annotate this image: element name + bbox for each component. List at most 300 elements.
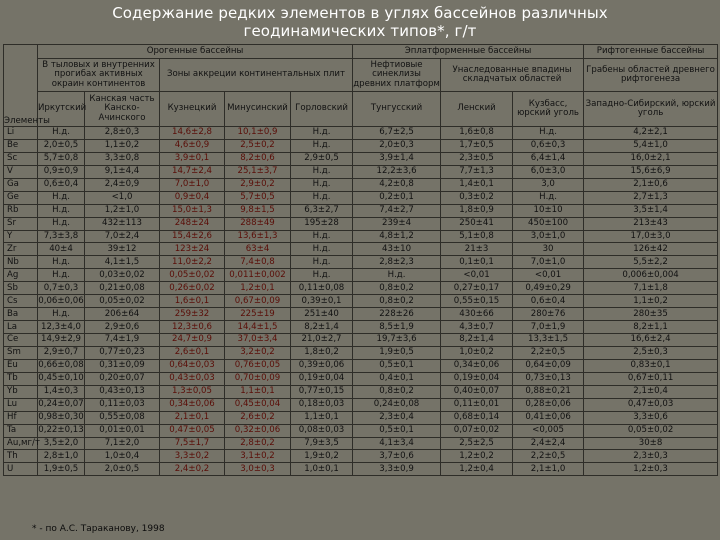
- element-symbol: Eu: [4, 359, 38, 372]
- table-cell: 2,8±1,0: [38, 450, 85, 463]
- column-irkutsk: Иркутский: [38, 92, 85, 127]
- table-cell: 0,07±0,02: [441, 424, 513, 437]
- table-cell: 5,7±0,8: [38, 152, 85, 165]
- table-cell: 126±42: [584, 243, 718, 256]
- table-cell: 30: [513, 243, 584, 256]
- table-cell: 248±24: [160, 217, 225, 230]
- table-cell: 7,0±1,0: [160, 178, 225, 191]
- table-cell: 0,19±0,04: [291, 372, 353, 385]
- table-cell: 3,3±0,8: [85, 152, 160, 165]
- table-cell: 3,3±0,9: [353, 463, 441, 476]
- table-cell: 0,08±0,03: [291, 424, 353, 437]
- table-cell: 4,1±3,4: [353, 437, 441, 450]
- table-cell: 0,67±0,11: [584, 372, 718, 385]
- table-cell: 0,6±0,3: [513, 139, 584, 152]
- table-cell: 0,45±0,04: [225, 398, 291, 411]
- table-cell: 259±32: [160, 308, 225, 321]
- table-cell: 0,006±0,004: [584, 269, 718, 282]
- table-row: [4, 411, 718, 424]
- element-symbol: Sc: [4, 152, 38, 165]
- table-cell: 0,40±0,07: [441, 385, 513, 398]
- table-cell: 0,24±0,07: [38, 399, 84, 410]
- element-symbol: Ge: [4, 191, 38, 204]
- rare-elements-table-container: [3, 44, 717, 476]
- element-symbol: Nb: [4, 256, 38, 269]
- table-cell: 13,3±1,5: [513, 334, 584, 347]
- table-cell: 1,2±0,3: [584, 463, 718, 476]
- table-cell: 0,8±0,2: [353, 282, 441, 295]
- title-line-2: геодинамических типов*, г/т: [243, 22, 477, 40]
- table-cell: 11,0±2,2: [160, 256, 225, 269]
- table-cell: 8,2±1,4: [291, 321, 353, 334]
- table-cell: 1,1±0,2: [85, 139, 160, 152]
- table-cell: 0,76±0,05: [225, 359, 291, 372]
- table-cell: 1,4±0,3: [38, 385, 85, 398]
- table-cell: 280±35: [584, 308, 718, 321]
- element-symbol: Tb: [4, 372, 38, 385]
- table-cell: 0,73±0,13: [513, 372, 584, 385]
- table-cell: 0,64±0,09: [513, 359, 584, 372]
- table-cell: 0,45±0,10: [38, 373, 84, 384]
- table-cell: 1,3±0,05: [160, 385, 225, 398]
- table-cell: 0,77±0,23: [85, 346, 160, 359]
- table-cell: 1,0±0,1: [291, 463, 353, 476]
- table-cell: 0,98±0,30: [38, 412, 84, 423]
- table-cell: 7,3±3,8: [38, 230, 85, 243]
- table-row: [4, 127, 718, 140]
- table-cell: 17,0±3,0: [584, 230, 718, 243]
- table-cell: 2,0±0,5: [85, 463, 160, 476]
- table-cell: 7,0±1,0: [513, 256, 584, 269]
- table-cell: Н.д.: [38, 217, 85, 230]
- subgroup-oil-synclises: Нефтиовые синеклизы древних платформ: [353, 59, 441, 92]
- table-cell: 9,1±4,4: [85, 165, 160, 178]
- table-cell: 195±28: [291, 217, 353, 230]
- table-row: [4, 178, 718, 191]
- table-cell: 2,1±1,0: [513, 463, 584, 476]
- table-cell: Н.д.: [291, 139, 353, 152]
- table-cell: 1,2±0,4: [441, 463, 513, 476]
- table-cell: 2,9±0,5: [291, 152, 353, 165]
- table-cell: 0,26±0,02: [160, 282, 225, 295]
- table-cell: 0,28±0,06: [513, 398, 584, 411]
- table-cell: 0,9±0,9: [38, 165, 85, 178]
- table-cell: 0,31±0,09: [85, 359, 160, 372]
- table-cell: 14,6±2,8: [160, 127, 225, 140]
- table-row: [4, 334, 718, 347]
- table-cell: 3,0±0,3: [225, 463, 291, 476]
- table-cell: 4,1±1,5: [85, 256, 160, 269]
- subgroup-inherited-depressions: Унаследованные впадины складчатых областей: [441, 59, 584, 92]
- table-cell: 8,2±1,1: [584, 321, 718, 334]
- element-symbol: Ga: [4, 178, 38, 191]
- page-title: [0, 4, 720, 40]
- table-cell: 4,8±1,2: [353, 230, 441, 243]
- table-cell: 2,8±0,3: [85, 127, 160, 140]
- element-symbol: U: [4, 463, 38, 476]
- table-row: [4, 204, 718, 217]
- table-cell: 8,5±1,9: [353, 321, 441, 334]
- table-cell: 7,5±1,7: [160, 437, 225, 450]
- table-cell: 0,43±0,03: [160, 372, 225, 385]
- table-cell: 1,0±0,2: [441, 346, 513, 359]
- element-symbol: Sb: [4, 282, 38, 295]
- table-cell: Н.д.: [513, 127, 584, 140]
- table-cell: 0,83±0,1: [584, 359, 718, 372]
- table-cell: 16,0±2,1: [584, 152, 718, 165]
- table-cell: Н.д.: [291, 127, 353, 140]
- table-cell: 2,4±2,4: [513, 437, 584, 450]
- element-symbol: Rb: [4, 204, 38, 217]
- table-cell: 0,03±0,02: [85, 269, 160, 282]
- table-cell: 2,1±0,4: [584, 385, 718, 398]
- table-cell: 3,0±1,0: [513, 230, 584, 243]
- table-cell: 15,4±2,6: [160, 230, 225, 243]
- table-cell: 2,5±2,5: [441, 437, 513, 450]
- table-cell: 2,4±0,9: [85, 178, 160, 191]
- table-cell: 2,1±0,6: [584, 178, 718, 191]
- table-cell: 0,47±0,03: [584, 398, 718, 411]
- table-cell: 15,6±6,9: [584, 165, 718, 178]
- table-cell: 432±113: [85, 217, 160, 230]
- table-cell: 37,0±3,4: [225, 334, 291, 347]
- table-cell: 1,6±0,1: [160, 295, 225, 308]
- table-cell: 450±100: [513, 217, 584, 230]
- table-cell: 2,8±0,2: [225, 437, 291, 450]
- table-row: [4, 191, 718, 204]
- table-cell: 2,3±0,5: [441, 152, 513, 165]
- table-cell: 0,88±0,21: [513, 385, 584, 398]
- table-cell: 2,9±0,2: [225, 178, 291, 191]
- table-cell: 1,2±0,2: [441, 450, 513, 463]
- table-cell: 1,2±0,1: [225, 282, 291, 295]
- column-kuzbass-jurassic: Кузбасс, юрский уголь: [513, 92, 584, 127]
- table-cell: 0,19±0,04: [441, 372, 513, 385]
- table-row: [4, 437, 718, 450]
- table-body: [4, 127, 718, 476]
- table-cell: 6,0±3,0: [513, 165, 584, 178]
- table-cell: Н.д.: [38, 191, 85, 204]
- table-cell: 3,7±0,6: [353, 450, 441, 463]
- table-cell: 1,4±0,1: [441, 178, 513, 191]
- table-cell: 0,47±0,05: [160, 424, 225, 437]
- element-symbol: Ag: [4, 269, 38, 282]
- table-cell: 5,4±1,0: [584, 139, 718, 152]
- table-cell: <0,01: [441, 269, 513, 282]
- subgroup-grabens: Грабены областей древнего рифтогенеза: [584, 59, 718, 92]
- table-cell: Н.д.: [291, 178, 353, 191]
- table-cell: 5,1±0,8: [441, 230, 513, 243]
- table-row: [4, 450, 718, 463]
- table-cell: 0,34±0,06: [160, 398, 225, 411]
- table-cell: 2,6±0,2: [225, 411, 291, 424]
- table-row: [4, 398, 718, 411]
- element-symbol: Ba: [4, 308, 38, 321]
- table-cell: 2,5±0,2: [225, 139, 291, 152]
- table-cell: 1,2±1,0: [85, 204, 160, 217]
- table-cell: 0,8±0,2: [353, 385, 441, 398]
- table-cell: 1,6±0,8: [441, 127, 513, 140]
- table-cell: 2,7±1,3: [584, 191, 718, 204]
- table-cell: <0,005: [513, 424, 584, 437]
- table-cell: 1,9±0,2: [291, 450, 353, 463]
- table-cell: 6,7±2,5: [353, 127, 441, 140]
- table-cell: 14,7±2,4: [160, 165, 225, 178]
- element-symbol: Lu: [4, 398, 38, 411]
- footnote: * - по А.С. Тараканову, 1998: [32, 524, 165, 534]
- element-symbol: Au,мг/т: [4, 437, 38, 450]
- column-minusinsk: Минусинский: [225, 92, 291, 127]
- table-cell: 2,6±0,1: [160, 346, 225, 359]
- table-cell: 0,20±0,07: [85, 372, 160, 385]
- table-cell: 7,0±1,9: [513, 321, 584, 334]
- table-cell: 0,4±0,1: [353, 372, 441, 385]
- table-row: [4, 385, 718, 398]
- table-cell: 0,24±0,08: [353, 398, 441, 411]
- table-row: [4, 424, 718, 437]
- element-symbol: La: [4, 321, 38, 334]
- table-cell: 30±8: [584, 437, 718, 450]
- table-cell: 43±10: [353, 243, 441, 256]
- table-cell: 12,3±0,6: [160, 321, 225, 334]
- table-cell: 1,9±0,5: [353, 346, 441, 359]
- table-cell: 0,11±0,01: [441, 398, 513, 411]
- element-symbol: Be: [4, 139, 38, 152]
- table-cell: 2,2±0,5: [513, 450, 584, 463]
- table-row: [4, 321, 718, 334]
- table-row: [4, 346, 718, 359]
- table-cell: 1,8±0,9: [441, 204, 513, 217]
- table-cell: 0,01±0,01: [85, 424, 160, 437]
- table-cell: 7,4±0,8: [225, 256, 291, 269]
- table-cell: 21,0±2,7: [291, 334, 353, 347]
- table-cell: 2,0±0,3: [353, 139, 441, 152]
- table-cell: 250±41: [441, 217, 513, 230]
- table-cell: 12,3±4,0: [38, 321, 85, 334]
- table-cell: 13,6±1,3: [225, 230, 291, 243]
- table-cell: 0,55±0,08: [85, 411, 160, 424]
- table-cell: 7,9±3,5: [291, 437, 353, 450]
- table-cell: Н.д.: [38, 269, 85, 282]
- table-cell: Н.д.: [291, 256, 353, 269]
- table-cell: 6,4±1,4: [513, 152, 584, 165]
- table-cell: 0,06±0,06: [38, 295, 84, 306]
- table-row: [4, 243, 718, 256]
- table-cell: 1,7±0,5: [441, 139, 513, 152]
- table-cell: Н.д.: [291, 165, 353, 178]
- table-cell: 9,8±1,5: [225, 204, 291, 217]
- element-symbol: Th: [4, 450, 38, 463]
- table-cell: 0,41±0,06: [513, 411, 584, 424]
- table-cell: 4,2±0,8: [353, 178, 441, 191]
- table-cell: 5,7±0,5: [225, 191, 291, 204]
- table-cell: Н.д.: [353, 269, 441, 282]
- table-cell: <0,01: [513, 269, 584, 282]
- table-cell: 0,21±0,08: [85, 282, 160, 295]
- table-cell: 2,0±0,5: [38, 139, 85, 152]
- table-cell: 1,8±0,2: [291, 346, 353, 359]
- table-row: [4, 152, 718, 165]
- table-cell: 7,1±2,0: [85, 437, 160, 450]
- table-cell: 3,5±1,4: [584, 204, 718, 217]
- table-cell: 0,05±0,02: [584, 424, 718, 437]
- table-cell: Н.д.: [513, 191, 584, 204]
- table-cell: 0,68±0,14: [441, 411, 513, 424]
- table-cell: 0,5±0,1: [353, 424, 441, 437]
- table-row: [4, 295, 718, 308]
- table-cell: 21±3: [441, 243, 513, 256]
- table-cell: 7,4±1,9: [85, 334, 160, 347]
- table-cell: 0,6±0,4: [38, 178, 85, 191]
- element-symbol: V: [4, 165, 38, 178]
- elements-header: Элементы: [4, 45, 38, 127]
- table-cell: 14,4±1,5: [225, 321, 291, 334]
- table-cell: Н.д.: [38, 204, 85, 217]
- table-row: [4, 256, 718, 269]
- table-cell: 0,05±0,02: [85, 295, 160, 308]
- table-cell: 0,43±0,13: [85, 385, 160, 398]
- table-cell: 39±12: [85, 243, 160, 256]
- table-cell: 2,2±0,5: [513, 346, 584, 359]
- element-symbol: Sr: [4, 217, 38, 230]
- element-symbol: Yb: [4, 385, 38, 398]
- table-cell: 123±24: [160, 243, 225, 256]
- table-cell: 2,5±0,3: [584, 346, 718, 359]
- table-cell: 3,0: [513, 178, 584, 191]
- table-cell: 3,9±0,1: [160, 152, 225, 165]
- table-cell: 3,3±0,2: [160, 450, 225, 463]
- table-cell: 2,4±0,2: [160, 463, 225, 476]
- table-cell: 0,1±0,1: [441, 256, 513, 269]
- table-cell: 228±26: [353, 308, 441, 321]
- table-cell: Н.д.: [291, 191, 353, 204]
- table-cell: 288±49: [225, 217, 291, 230]
- table-cell: 0,64±0,03: [160, 359, 225, 372]
- table-cell: 251±40: [291, 308, 353, 321]
- table-cell: 2,9±0,6: [85, 321, 160, 334]
- table-cell: 10,1±0,9: [225, 127, 291, 140]
- table-cell: 0,66±0,08: [38, 360, 84, 371]
- element-symbol: Li: [4, 127, 38, 140]
- table-cell: 0,9±0,4: [160, 191, 225, 204]
- table-cell: 0,11±0,08: [291, 282, 353, 295]
- table-row: [4, 217, 718, 230]
- table-row: [4, 282, 718, 295]
- table-cell: 8,2±0,6: [225, 152, 291, 165]
- table-cell: 5,5±2,2: [584, 256, 718, 269]
- table-cell: Н.д.: [38, 308, 85, 321]
- table-cell: 0,6±0,4: [513, 295, 584, 308]
- table-cell: 0,27±0,17: [441, 282, 513, 295]
- column-kuznetsk: Кузнецкий: [160, 92, 225, 127]
- table-cell: 2,3±0,4: [353, 411, 441, 424]
- table-cell: 3,1±0,2: [225, 450, 291, 463]
- rare-elements-table: [3, 44, 718, 476]
- table-cell: 1,1±0,1: [291, 411, 353, 424]
- table-cell: 1,1±0,2: [584, 295, 718, 308]
- table-cell: 0,3±0,2: [441, 191, 513, 204]
- table-cell: 3,2±0,2: [225, 346, 291, 359]
- table-cell: 24,7±0,9: [160, 334, 225, 347]
- table-cell: 0,32±0,06: [225, 424, 291, 437]
- table-cell: 1,0±0,4: [85, 450, 160, 463]
- table-row: [4, 139, 718, 152]
- table-cell: Н.д.: [38, 127, 85, 140]
- table-cell: 0,39±0,06: [291, 359, 353, 372]
- table-cell: 8,2±1,4: [441, 334, 513, 347]
- table-cell: 19,7±3,6: [353, 334, 441, 347]
- table-cell: 1,9±0,5: [38, 463, 85, 476]
- table-cell: 225±19: [225, 308, 291, 321]
- table-cell: 2,3±0,3: [584, 450, 718, 463]
- element-symbol: Y: [4, 230, 38, 243]
- column-kansk: Канская часть Канско-Ачинского: [85, 92, 160, 127]
- element-symbol: Zr: [4, 243, 38, 256]
- table-cell: 0,5±0,1: [353, 359, 441, 372]
- table-cell: 0,34±0,06: [441, 359, 513, 372]
- group-epiplatform: Эплатформенные бассейны: [353, 45, 584, 59]
- table-cell: 4,6±0,9: [160, 139, 225, 152]
- table-cell: Н.д.: [291, 269, 353, 282]
- table-row: [4, 359, 718, 372]
- table-cell: 40±4: [38, 243, 85, 256]
- table-cell: 16,6±2,4: [584, 334, 718, 347]
- title-line-1: Содержание редких элементов в углях бассейнов различных: [112, 4, 608, 22]
- table-cell: 7,7±1,3: [441, 165, 513, 178]
- element-symbol: Ce: [4, 334, 38, 347]
- group-orogenic: Орогенные бассейны: [38, 45, 353, 59]
- table-cell: 12,2±3,6: [353, 165, 441, 178]
- table-cell: 0,7±0,3: [38, 282, 85, 295]
- table-cell: 7,0±2,4: [85, 230, 160, 243]
- table-cell: 3,3±0,6: [584, 411, 718, 424]
- column-west-siberian-jurassic: Западно-Сибирский, юрский уголь: [584, 92, 718, 127]
- table-cell: 7,4±2,7: [353, 204, 441, 217]
- element-symbol: Sm: [4, 346, 38, 359]
- table-cell: 0,22±0,13: [38, 425, 84, 436]
- table-cell: 239±4: [353, 217, 441, 230]
- table-cell: 4,3±0,7: [441, 321, 513, 334]
- table-cell: 10±10: [513, 204, 584, 217]
- table-cell: 7,1±1,8: [584, 282, 718, 295]
- table-cell: 3,5±2,0: [38, 437, 85, 450]
- column-lena: Ленский: [441, 92, 513, 127]
- table-cell: 280±76: [513, 308, 584, 321]
- group-rift: Рифтогенные бассейны: [584, 45, 718, 59]
- column-tunguska: Тунгусский: [353, 92, 441, 127]
- element-symbol: Ta: [4, 424, 38, 437]
- table-cell: 0,49±0,29: [513, 282, 584, 295]
- element-symbol: Cs: [4, 295, 38, 308]
- table-cell: 0,2±0,1: [353, 191, 441, 204]
- column-gorlovka: Горловский: [291, 92, 353, 127]
- table-cell: 0,55±0,15: [441, 295, 513, 308]
- table-cell: 63±4: [225, 243, 291, 256]
- table-cell: 0,11±0,03: [85, 398, 160, 411]
- table-cell: 1,1±0,1: [225, 385, 291, 398]
- table-cell: 2,8±2,3: [353, 256, 441, 269]
- table-cell: 0,77±0,15: [291, 385, 353, 398]
- table-row: [4, 165, 718, 178]
- table-row: [4, 308, 718, 321]
- table-row: [4, 269, 718, 282]
- table-cell: 14,9±2,9: [38, 334, 85, 347]
- table-row: [4, 230, 718, 243]
- table-cell: 2,9±0,7: [38, 346, 85, 359]
- table-cell: 15,0±1,3: [160, 204, 225, 217]
- table-cell: 0,18±0,03: [291, 398, 353, 411]
- table-cell: 0,05±0,02: [160, 269, 225, 282]
